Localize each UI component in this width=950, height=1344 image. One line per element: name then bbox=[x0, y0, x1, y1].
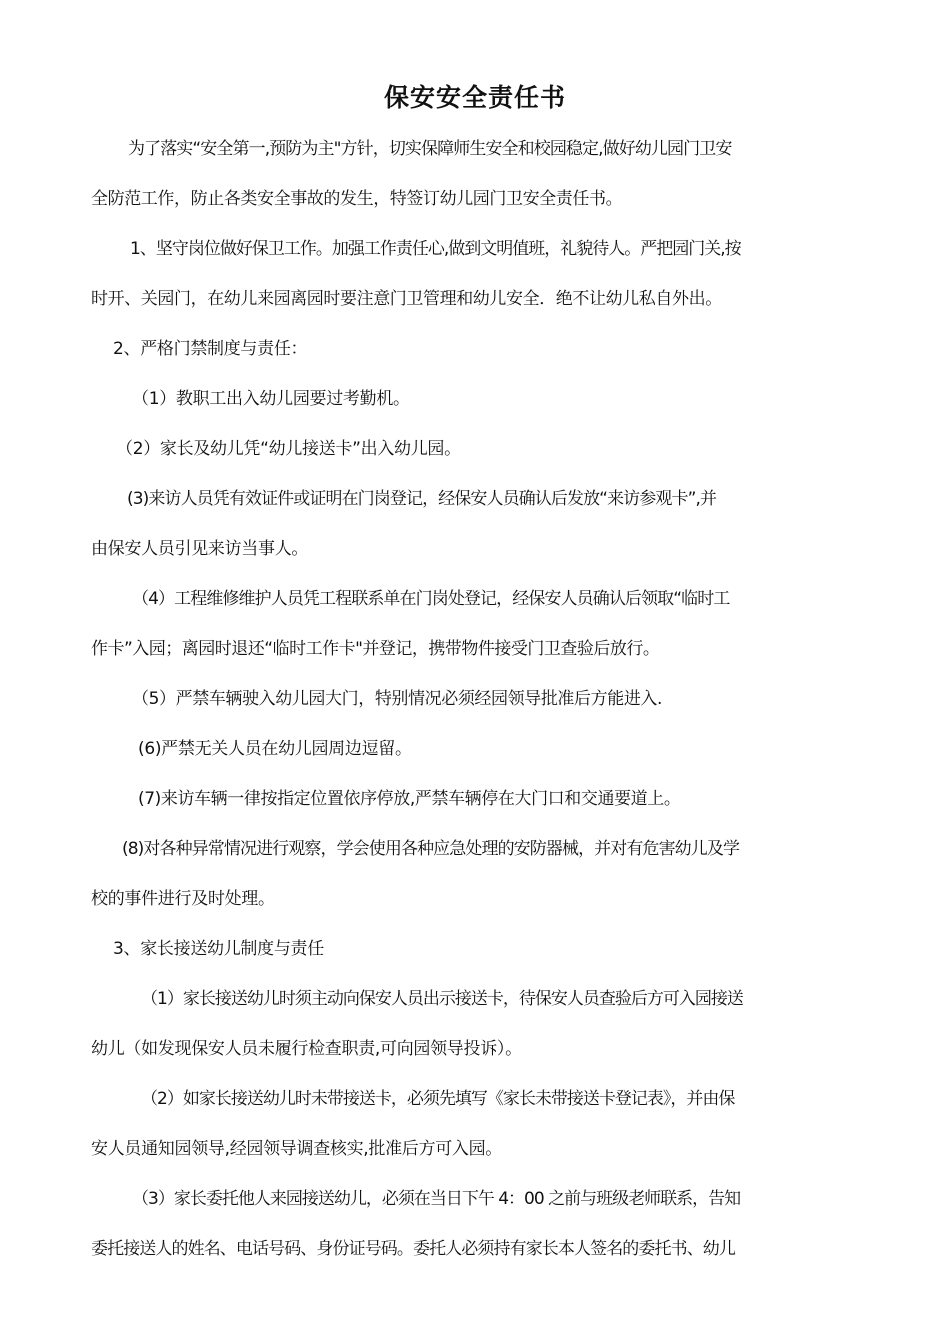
text-line: 2、严格门禁制度与责任： bbox=[113, 339, 308, 359]
text-line: （4）工程维修维护人员凭工程联系单在门岗处登记，经保安人员确认后领取“临时工 bbox=[132, 589, 730, 609]
text-line: （5）严禁车辆驶入幼儿园大门，特别情况必须经园领导批准后方能进入. bbox=[132, 689, 663, 709]
text-line: 3、家长接送幼儿制度与责任 bbox=[113, 939, 324, 959]
text-line: 校的事件进行及时处理。 bbox=[91, 889, 275, 909]
text-line: 由保安人员引见来访当事人。 bbox=[91, 539, 309, 559]
text-line: （2）如家长接送幼儿时未带接送卡，必须先填写《家长未带接送卡登记表》，并由保 bbox=[141, 1089, 735, 1109]
text-line: （2）家长及幼儿凭“幼儿接送卡”出入幼儿园。 bbox=[116, 439, 461, 459]
text-line: （1）教职工出入幼儿园要过考勤机。 bbox=[132, 389, 410, 409]
text-line: 安人员通知园领导,经园领导调查核实,批准后方可入园。 bbox=[91, 1139, 503, 1159]
text-line: 全防范工作，防止各类安全事故的发生，特签订幼儿园门卫安全责任书。 bbox=[91, 189, 623, 209]
text-line: 1、坚守岗位做好保卫工作。加强工作责任心,做到文明值班，礼貌待人。严把园门关,按 bbox=[130, 239, 741, 259]
text-line: 幼儿（如发现保安人员未履行检查职责,可向园领导投诉）。 bbox=[91, 1039, 522, 1059]
text-line: 委托接送人的姓名、电话号码、身份证号码。委托人必须持有家长本人签名的委托书、幼儿 bbox=[91, 1239, 735, 1259]
text-line: (6)严禁无关人员在幼儿园周边逗留。 bbox=[138, 739, 412, 759]
text-line: 作卡”入园；离园时退还“临时工作卡"并登记，携带物件接受门卫查验后放行。 bbox=[91, 639, 660, 659]
text-line: （3）家长委托他人来园接送幼儿，必须在当日下午 4：00 之前与班级老师联系，告知 bbox=[132, 1189, 741, 1209]
document-title: 保安安全责任书 bbox=[383, 83, 566, 112]
text-line: (7)来访车辆一律按指定位置依序停放,严禁车辆停在大门口和交通要道上。 bbox=[138, 789, 681, 809]
text-line: 为了落实“安全第一,预防为主"方针，切实保障师生安全和校园稳定,做好幼儿园门卫安 bbox=[128, 139, 732, 159]
text-line: 时开、关园门，在幼儿来园离园时要注意门卫管理和幼儿安全．绝不让幼儿私自外出。 bbox=[91, 289, 722, 309]
text-line: (3)来访人员凭有效证件或证明在门岗登记，经保安人员确认后发放“来访参观卡”,并 bbox=[127, 489, 717, 509]
text-line: （1）家长接送幼儿时须主动向保安人员出示接送卡，待保安人员查验后方可入园接送 bbox=[141, 989, 743, 1009]
text-line: (8)对各种异常情况进行观察，学会使用各种应急处理的安防器械，并对有危害幼儿及学 bbox=[122, 839, 740, 859]
